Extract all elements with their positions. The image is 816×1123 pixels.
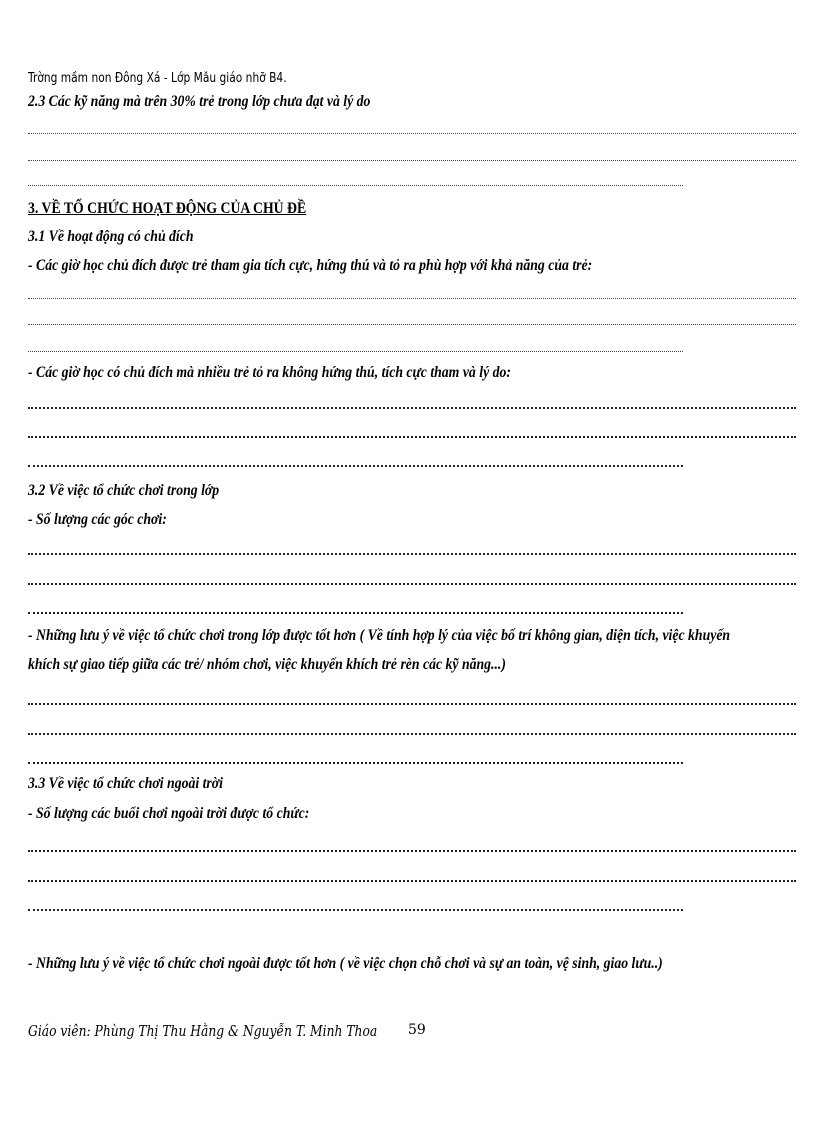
prompt-3-3-b: - Những lưu ý về việc tổ chức chơi ngoài được tốt hơn ( về việc chọn chỗ chơi và sự an toàn, vệ sinh, giao lưu..) xyxy=(28,955,663,972)
answer-line xyxy=(28,612,683,614)
answer-line xyxy=(28,298,796,299)
prompt-3-2-a: - Số lượng các góc chơi: xyxy=(28,511,167,528)
answer-line xyxy=(28,583,796,585)
heading-3-3: 3.3 Về việc tổ chức chơi ngoài trời xyxy=(28,775,223,792)
answer-line xyxy=(28,909,683,911)
answer-line xyxy=(28,160,796,161)
answer-line xyxy=(28,465,683,467)
page-header: Trờng mầm non Đông Xá - Lớp Mẫu giáo nhỡ B4. xyxy=(28,71,287,86)
page-number: 59 xyxy=(408,1022,426,1038)
answer-line xyxy=(28,553,796,555)
answer-line xyxy=(28,407,796,409)
heading-3-2: 3.2 Về việc tổ chức chơi trong lớp xyxy=(28,482,220,499)
answer-line xyxy=(28,850,796,852)
prompt-3-3-a: - Số lượng các buổi chơi ngoài trời được tổ chức: xyxy=(28,805,310,822)
answer-line xyxy=(28,185,683,186)
heading-3-1: 3.1 Về hoạt động có chủ đích xyxy=(28,228,194,245)
prompt-3-1-a: - Các giờ học chủ đích được trẻ tham gia tích cực, hứng thú và tỏ ra phù hợp với khả năng của trẻ: xyxy=(28,257,593,274)
answer-line xyxy=(28,351,683,352)
answer-line xyxy=(28,733,796,735)
prompt-3-2-b-line1: - Những lưu ý về việc tổ chức chơi trong lớp được tốt hơn ( Về tính hợp lý của việc bố trí không gian, diện tích, việc khuyến xyxy=(28,627,731,644)
prompt-3-1-b: - Các giờ học có chủ đích mà nhiều trẻ tỏ ra không hứng thú, tích cực tham và lý do: xyxy=(28,364,511,381)
footer-teachers: Giáo viên: Phùng Thị Thu Hằng & Nguyễn T. Minh Thoa xyxy=(28,1022,378,1040)
answer-line xyxy=(28,703,796,705)
answer-line xyxy=(28,133,796,134)
heading-2-3: 2.3 Các kỹ năng mà trên 30% trẻ trong lớp chưa đạt và lý do xyxy=(28,93,371,110)
prompt-3-2-b-line2: khích sự giao tiếp giữa các trẻ/ nhóm chơi, việc khuyến khích trẻ rèn các kỹ năng...) xyxy=(28,656,506,673)
answer-line xyxy=(28,324,796,325)
answer-line xyxy=(28,436,796,438)
answer-line xyxy=(28,880,796,882)
section-3-title: 3. VỀ TỔ CHỨC HOẠT ĐỘNG CỦA CHỦ ĐỀ xyxy=(28,200,307,217)
answer-line xyxy=(28,762,683,764)
